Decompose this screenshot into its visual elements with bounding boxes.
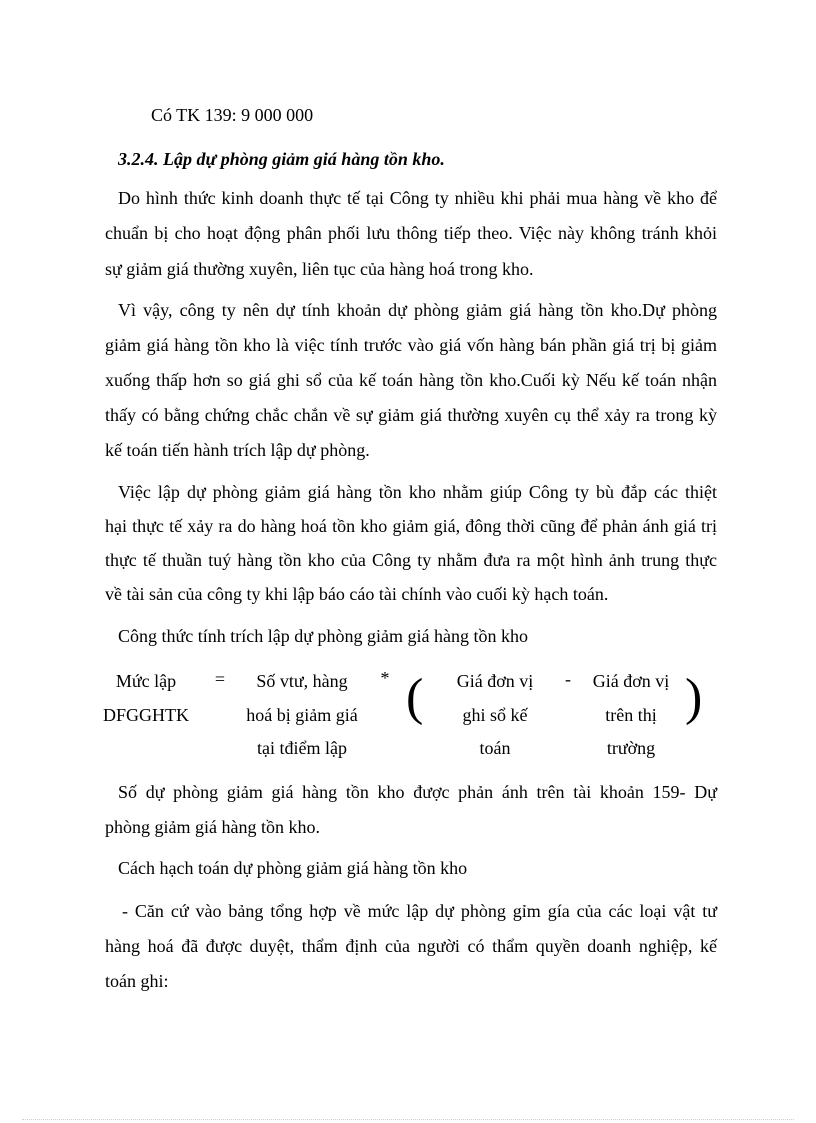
paragraph-4-line-1: Số dự phòng giảm giá hàng tồn kho được phản ánh trên tài khoản 159- Dự bbox=[118, 782, 717, 802]
section-heading: 3.2.4. Lập dự phòng giảm giá hàng tồn kho. bbox=[118, 149, 445, 169]
formula-intro: Công thức tính trích lập dự phòng giảm giá hàng tồn kho bbox=[118, 626, 528, 646]
paragraph-3-line-4: về tài sản của công ty khi lập báo cáo tài chính vào cuối kỳ hạch toán. bbox=[105, 584, 609, 604]
paragraph-5-line-2: hàng hoá đã được duyệt, thẩm định của người có thẩm quyền doanh nghiệp, kế bbox=[105, 936, 717, 956]
paragraph-3-line-1: Việc lập dự phòng giảm giá hàng tồn kho nhằm giúp Công ty bù đắp các thiệt bbox=[118, 482, 717, 502]
formula-minus: - bbox=[565, 669, 571, 689]
paragraph-2-line-1: Vì vậy, công ty nên dự tính khoản dự phòng giảm giá hàng tồn kho.Dự phòng bbox=[118, 300, 717, 320]
formula-col3-line2: ghi sổ kế bbox=[462, 705, 528, 725]
paragraph-2-line-4: thấy có bằng chứng chắc chắn về sự giảm giá thường xuyên cụ thể xảy ra trong kỳ bbox=[105, 405, 717, 425]
journal-entry-line: Có TK 139: 9 000 000 bbox=[151, 105, 314, 125]
formula-col1-line2: DFGGHTK bbox=[102, 705, 189, 725]
paragraph-1-line-3: sự giảm giá thường xuyên, liên tục của hàng hoá trong kho. bbox=[105, 259, 534, 279]
formula-equals: = bbox=[214, 669, 226, 689]
formula-col4-line1: Giá đơn vị bbox=[592, 671, 670, 691]
formula-times: * bbox=[380, 668, 390, 688]
paragraph-5-line-1: - Căn cứ vào bảng tổng hợp về mức lập dự phòng gỉm gía của các loại vật tư bbox=[122, 901, 717, 921]
formula-col1-line1: Mức lập bbox=[115, 671, 177, 691]
formula-open-paren: ( bbox=[406, 669, 424, 726]
paragraph-2-line-5: kế toán tiến hành trích lập dự phòng. bbox=[105, 440, 370, 460]
paragraph-1-line-1: Do hình thức kinh doanh thực tế tại Công ty nhiều khi phải mua hàng về kho để bbox=[118, 188, 717, 208]
formula-col3-line3: toán bbox=[479, 738, 511, 758]
formula-col2-line2: hoá bị giảm giá bbox=[246, 705, 358, 725]
paragraph-4-line-2: phòng giảm giá hàng tồn kho. bbox=[105, 817, 320, 837]
formula-close-paren: ) bbox=[685, 669, 703, 726]
paragraph-1-line-2: chuẩn bị cho hoạt động phân phối lưu thông tiếp theo. Việc này không tránh khỏi bbox=[105, 223, 717, 243]
paragraph-3-line-3: thực tế thuần tuý hàng tồn kho của Công ty nhằm đưa ra một hình ảnh trung thực bbox=[105, 550, 717, 570]
formula-col4-line2: trên thị bbox=[605, 705, 657, 725]
formula-col2-line1: Số vtư, hàng bbox=[256, 671, 348, 691]
paragraph-5-line-3: toán ghi: bbox=[105, 971, 169, 991]
paragraph-2-line-3: xuống thấp hơn so giá ghi sổ của kế toán hàng tồn kho.Cuối kỳ Nếu kế toán nhận bbox=[105, 370, 717, 390]
page-bottom-divider bbox=[22, 1119, 794, 1120]
paragraph-3-line-2: hại thực tế xảy ra do hàng hoá tồn kho giảm giá, đông thời cũng để phản ánh giá trị bbox=[105, 516, 717, 536]
formula-col3-line1: Giá đơn vị bbox=[456, 671, 534, 691]
formula-col4-line3: trường bbox=[606, 738, 656, 758]
paragraph-2-line-2: giảm giá hàng tồn kho là việc tính trước vào giá vốn hàng bán phần giá trị bị giảm bbox=[105, 335, 717, 355]
formula-col2-line3: tại tđiểm lập bbox=[257, 738, 347, 758]
method-intro: Cách hạch toán dự phòng giảm giá hàng tồn kho bbox=[118, 858, 468, 878]
